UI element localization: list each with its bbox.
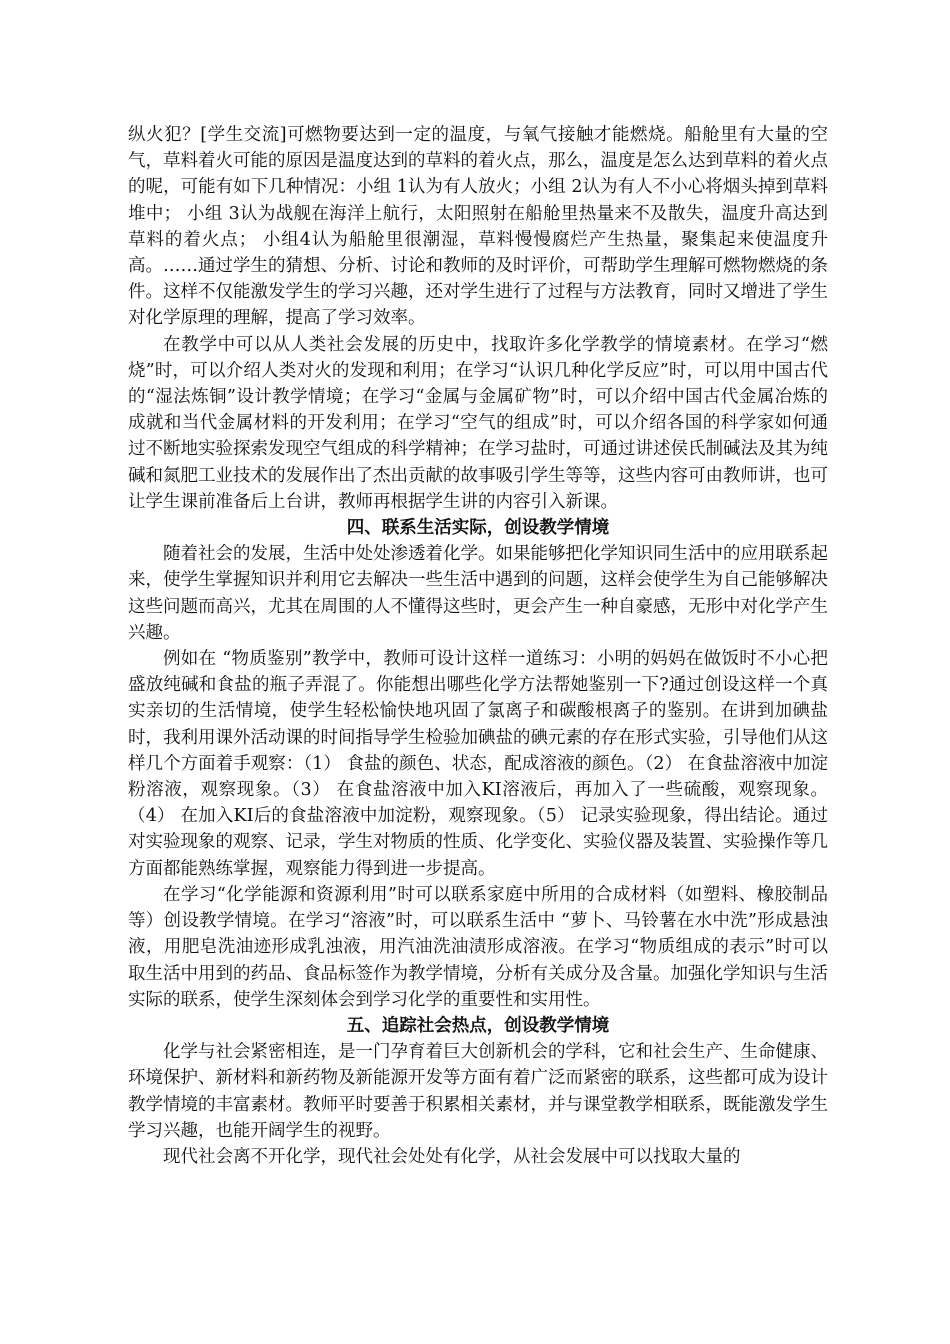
paragraph-life-chemistry: 随着社会的发展，生活中处处渗透着化学。如果能够把化学知识同生活中的应用联系起来，使学生掌握知识并利用它去解决一些生活中遇到的问题，这样会使学生为自己能够解决这些问题而高兴，尤其在周围的人不懂得这些时，更会产生一种自豪感，无形中对化学产生兴趣。: [128, 544, 828, 643]
paragraph-history-materials: 在教学中可以从人类社会发展的历史中，找取许多化学教学的情境素材。在学习“燃烧”时，可以介绍人类对火的发现和利用；在学习“认识几种化学反应”时，可以用中国古代的“湿法炼铜”设计教学情境；在学习“金属与金属矿物”时，可以介绍中国古代金属冶炼的成就和当代金属材料的开发利用；在学习“空气的组成”时，可以介绍各国的科学家如何通过不断地实验探索发现空气组成的科学精神；在学习盐时，可通过讲述侯氏制碱法及其为纯碱和氮肥工业技术的发展作出了杰出贡献的故事吸引学生等等，这些内容可由教师讲，也可让学生课前准备后上台讲，教师再根据学生讲的内容引入新课。: [128, 334, 828, 512]
section-heading-life-practice: 四、联系生活实际，创设教学情境: [346, 518, 610, 539]
paragraph-society-chemistry: 化学与社会紧密相连，是一门孕育着巨大创新机会的学科，它和社会生产、生命健康、环境保护、新材料和新药物及新能源开发等方面有着广泛而紧密的联系，这些都可成为设计教学情境的丰富素材。教师平时要善于积累相关素材，并与课堂教学相联系，既能激发学生学习兴趣，也能开阔学生的视野。: [128, 1042, 828, 1141]
paragraph-arson-discussion: 纵火犯？[学生交流]可燃物要达到一定的温度，与氧气接触才能燃烧。船舱里有大量的空气，草料着火可能的原因是温度达到的草料的着火点，那么，温度是怎么达到草料的着火点的呢，可能有如下几种情况：小组 1认为有人放火；小组 2认为有人不小心将烟头掉到草料堆中； 小组 3认为战舰在海洋上航行，太阳照射在船舱里热量来不及散失，温度升高达到草料的着火点； 小组4认为船舱里很潮湿，草料慢慢腐烂产生热量，聚集起来使温度升高。……通过学生的猜想、分析、讨论和教师的及时评价，可帮助学生理解可燃物燃烧的条件。这样不仅能激发学生的学习兴趣，还对学生进行了过程与方法教育，同时又增进了学生对化学原理的理解，提高了学习效率。: [128, 125, 828, 329]
paragraph-substance-identification: 例如在 “物质鉴别”教学中，教师可设计这样一道练习：小明的妈妈在做饭时不小心把盛放纯碱和食盐的瓶子弄混了。你能想出哪些化学方法帮她鉴别一下?通过创设这样一个真实亲切的生活情境，使学生轻松愉快地巩固了氯离子和碳酸根离子的鉴别。在讲到加碘盐时，我利用课外活动课的时间指导学生检验加碘盐的碘元素的存在形式实验，引导他们从这样几个方面着手观察：（1） 食盐的颜色、状态，配成溶液的颜色。（2） 在食盐溶液中加淀粉溶液，观察现象。（3） 在食盐溶液中加入KI溶液后，再加入了一些硫酸，观察现象。（4） 在加入KI后的食盐溶液中加淀粉，观察现象。（5） 记录实验现象，得出结论。通过对实验现象的观察、记录，学生对物质的性质、化学变化、实验仪器及装置、实验操作等几方面都能熟练掌握，观察能力得到进一步提高。: [128, 649, 828, 879]
paragraph-energy-resources: 在学习“化学能源和资源利用”时可以联系家庭中所用的合成材料（如塑料、橡胶制品等）创设教学情境。在学习“溶液”时，可以联系生活中 “萝卜、马铃薯在水中洗”形成悬浊液，用肥皂洗油迹形成乳浊液，用汽油洗油渍形成溶液。在学习“物质组成的表示”时可以取生活中用到的药品、食品标签作为教学情境，分析有关成分及含量。加强化学知识与生活实际的联系，使学生深刻体会到学习化学的重要性和实用性。: [128, 884, 828, 1010]
section-heading-social-hotspots: 五、追踪社会热点，创设教学情境: [346, 1015, 610, 1036]
paragraph-modern-society: 现代社会离不开化学，现代社会处处有化学，从社会发展中可以找取大量的: [163, 1146, 741, 1167]
document-body: [128, 122, 828, 1170]
